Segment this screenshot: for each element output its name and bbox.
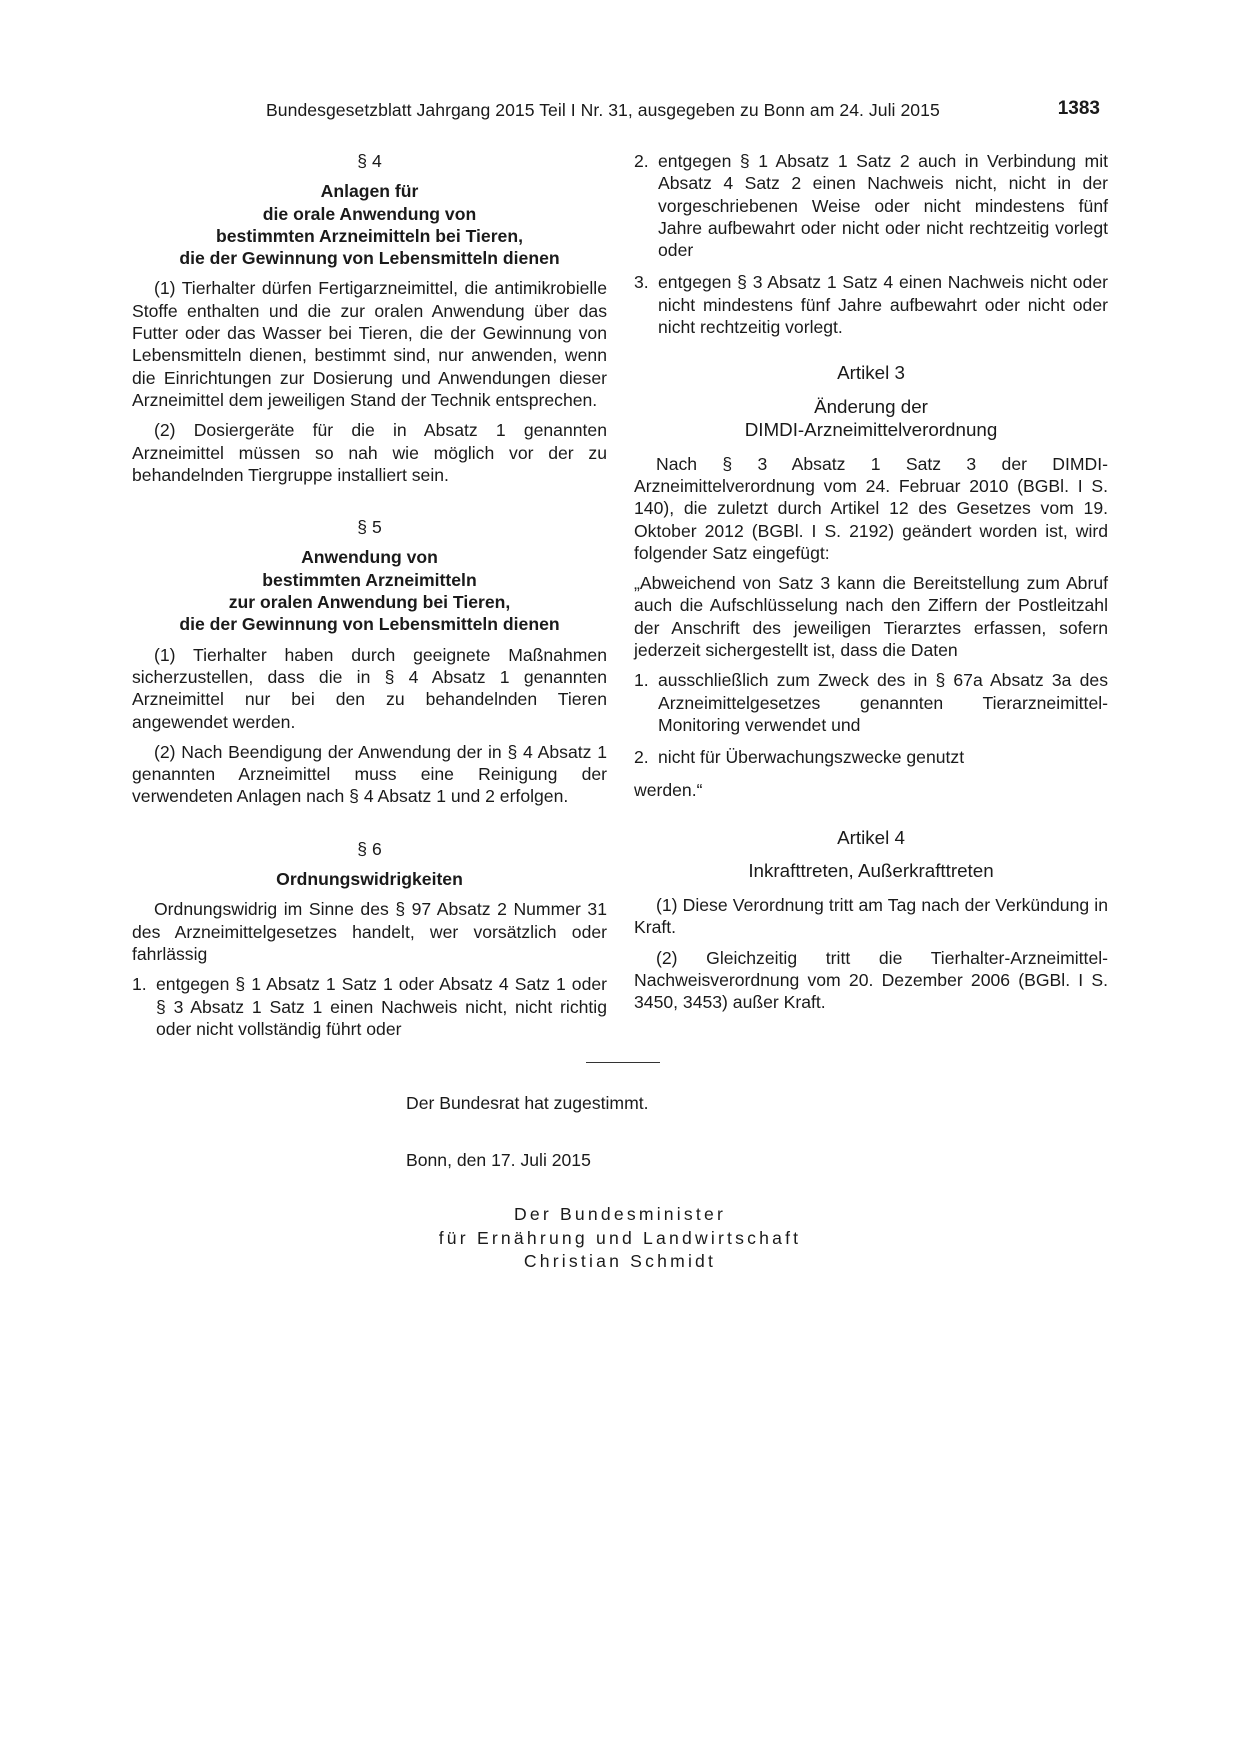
title-line: bestimmten Arzneimitteln bei Tieren,: [216, 225, 523, 246]
article-3-quote: „Abweichend von Satz 3 kann die Bereitstellung zum Abruf auch die Aufschlüsselung nach den Ziffern der Postleitzahl der Anschrift des jeweiligen Tierarztes erfassen, sofern jederzeit sichergestellt ist, dass die Daten: [634, 573, 1108, 661]
bundesrat-consent: Der Bundesrat hat zugestimmt.: [406, 1093, 649, 1113]
article-4-paragraph-1: (1) Diese Verordnung tritt am Tag nach der Verkündung in Kraft.: [634, 895, 1108, 938]
list-item-number: 1.: [634, 670, 649, 691]
list-item-text: entgegen § 1 Absatz 1 Satz 1 oder Absatz 4 Satz 1 oder § 3 Absatz 1 Satz 1 einen Nachweis nicht, nicht richtig oder nicht vollständig führt oder: [156, 974, 607, 1039]
section-4-paragraph-1: (1) Tierhalter dürfen Fertigarzneimittel, die antimikrobielle Stoffe enthalten und die zur oralen Anwendung über das Futter oder das Wasser bei Tieren, die der Gewinnung von Lebensmitteln dienen, bestimmt sind, nur anwenden, wenn die Einrichtungen zur Dosierung und Anwendungen dieser Arzneimittel dem jeweiligen Stand der Technik entsprechen.: [132, 278, 607, 410]
section-5-title: [132, 546, 607, 635]
article-3-paragraph: Nach § 3 Absatz 1 Satz 3 der DIMDI-Arzneimittelverordnung vom 24. Februar 2010 (BGBl. I S. 140), die zuletzt durch Artikel 12 des Gesetzes vom 19. Oktober 2012 (BGBl. I S. 2192) geändert worden ist, wird folgender Satz eingefügt:: [634, 453, 1108, 563]
section-4-title: [132, 180, 607, 269]
list-item-text: entgegen § 1 Absatz 1 Satz 2 auch in Verbindung mit Absatz 4 Satz 2 einen Nachweis nicht, nicht in der vorgeschriebenen Weise oder nicht mindestens fünf Jahre aufbewahrt oder nicht oder nicht rechtzeitig vorlegt oder: [658, 151, 1108, 261]
title-line: die der Gewinnung von Lebensmitteln dienen: [179, 614, 560, 635]
list-item: [634, 150, 1108, 261]
list-item-text: ausschließlich zum Zweck des in § 67a Absatz 3a des Arzneimittelgesetzes genannten Tierarzneimittel-Monitoring verwendet und: [658, 670, 1108, 735]
list-item-number: 2.: [634, 151, 649, 171]
signature-line: Christian Schmidt: [523, 1251, 717, 1271]
title-line: die orale Anwendung von: [262, 203, 477, 224]
list-item: [634, 271, 1108, 338]
left-column: [132, 150, 607, 1050]
signature-line: für Ernährung und Landwirtschaft: [438, 1227, 802, 1248]
title-line: DIMDI-Arzneimittelverordnung: [744, 418, 998, 440]
list-item-text: entgegen § 3 Absatz 1 Satz 4 einen Nachweis nicht oder nicht mindestens fünf Jahre aufbewahrt oder nicht oder nicht rechtzeitig vorlegt.: [658, 272, 1108, 338]
list-item: [634, 746, 1108, 768]
title-line: Anwendung von: [301, 547, 438, 568]
section-5-sign: § 5: [357, 517, 382, 538]
article-4-paragraph-2: (2) Gleichzeitig tritt die Tierhalter-Arzneimittel-Nachweisverordnung vom 20. Dezember 2006 (BGBl. I S. 3450, 3453) außer Kraft.: [634, 947, 1108, 1013]
title-line: bestimmten Arzneimitteln: [262, 569, 477, 590]
title-line: Änderung der: [814, 395, 928, 417]
list-item-number: 3.: [634, 272, 649, 293]
list-item-text: nicht für Überwachungszwecke genutzt: [658, 747, 965, 768]
title-line: die der Gewinnung von Lebensmitteln dienen: [179, 248, 560, 269]
page-header: [132, 100, 1132, 126]
section-4-paragraph-2: (2) Dosiergeräte für die in Absatz 1 genannten Arzneimittel müssen so nah wie möglich vor der zu behandelnden Tiergruppe installiert sein.: [132, 420, 607, 485]
article-4-heading: Artikel 4: [837, 826, 905, 848]
section-6-paragraph-1: Ordnungswidrig im Sinne des § 97 Absatz 2 Nummer 31 des Arzneimittelgesetzes handelt, wer vorsätzlich oder fahrlässig: [132, 899, 607, 964]
title-line: zur oralen Anwendung bei Tieren,: [228, 592, 511, 613]
article-3-quote-end: werden.“: [634, 779, 703, 800]
list-item: [634, 669, 1108, 736]
signature-line: Der Bundesminister: [513, 1204, 727, 1224]
article-3-heading: Artikel 3: [837, 362, 905, 384]
section-5-paragraph-2: (2) Nach Beendigung der Anwendung der in § 4 Absatz 1 genannten Arzneimittel muss eine Reinigung der verwendeten Anlagen nach § 4 Absatz 1 und 2 erfolgen.: [132, 741, 607, 807]
place-date: Bonn, den 17. Juli 2015: [406, 1150, 591, 1170]
right-column: [634, 150, 1108, 1022]
section-5-paragraph-1: (1) Tierhalter haben durch geeignete Maßnahmen sicherzustellen, dass die in § 4 Absatz 1 genannten Arzneimittel nur bei den zu behandelnden Tieren angewendet werden.: [132, 644, 607, 732]
list-item-number: 2.: [634, 747, 649, 768]
section-6-title: Ordnungswidrigkeiten: [276, 869, 463, 890]
list-item: [132, 973, 607, 1040]
article-3-title: [634, 395, 1108, 441]
signature-block: [420, 1203, 820, 1274]
article-4-title: Inkrafttreten, Außerkrafttreten: [748, 860, 994, 882]
divider: [586, 1062, 660, 1063]
section-4-sign: § 4: [357, 151, 382, 171]
title-line: Anlagen für: [320, 181, 419, 202]
gazette-header-line: Bundesgesetzblatt Jahrgang 2015 Teil I Nr. 31, ausgegeben zu Bonn am 24. Juli 2015: [266, 100, 940, 120]
section-6-sign: § 6: [357, 838, 382, 859]
page-number: 1383: [1057, 98, 1100, 119]
list-item-number: 1.: [132, 974, 147, 995]
